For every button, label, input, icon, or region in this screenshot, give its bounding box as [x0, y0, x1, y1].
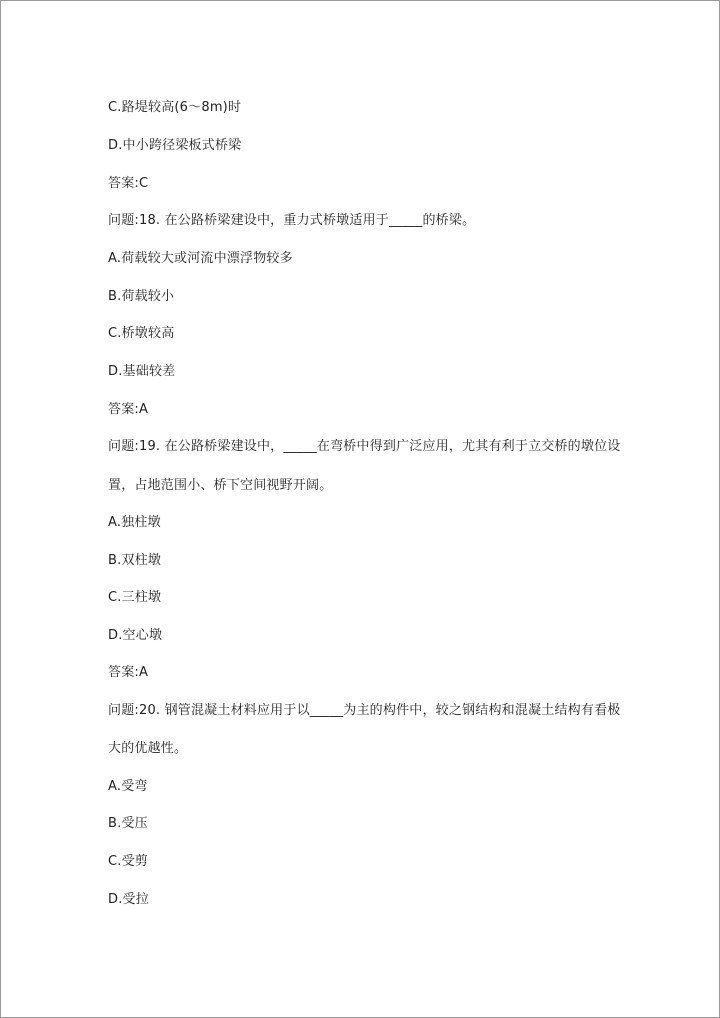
- option-d-q17: D.中小跨径梁板式桥梁: [108, 138, 242, 153]
- answer-q18: 答案:A: [108, 402, 149, 417]
- question-19: 问题:19. 在公路桥梁建设中，_____在弯桥中得到广泛应用，尤其有利于立交桥的墩位设: [108, 439, 621, 454]
- option-a-q18: A.荷载较大或河流中漂浮物较多: [108, 251, 293, 266]
- answer-q19: 答案:A: [108, 665, 149, 680]
- option-a-q19: A.独柱墩: [108, 515, 161, 530]
- option-c-q19: C.三柱墩: [108, 590, 162, 605]
- option-c-q18: C.桥墩较高: [108, 326, 175, 341]
- option-d-q20: D.受拉: [108, 892, 149, 907]
- question-20-cont: 大的优越性。: [108, 741, 188, 756]
- option-b-q19: B.双柱墩: [108, 553, 162, 568]
- question-20: 问题:20. 钢管混凝土材料应用于以_____为主的构件中，较之钢结构和混凝土结构有看极: [108, 703, 621, 718]
- option-c-q20: C.受剪: [108, 854, 149, 869]
- option-b-q20: B.受压: [108, 816, 148, 831]
- answer-q17: 答案:C: [108, 176, 149, 191]
- question-19-cont: 置，占地范围小、桥下空间视野开阔。: [108, 478, 333, 493]
- option-d-q19: D.空心墩: [108, 628, 163, 643]
- option-b-q18: B.荷载较小: [108, 289, 175, 304]
- option-c-q17: C.路堤较高(6～8m)时: [108, 100, 242, 115]
- option-d-q18: D.基础较差: [108, 364, 176, 379]
- option-a-q20: A.受弯: [108, 779, 148, 794]
- question-18: 问题:18. 在公路桥梁建设中，重力式桥墩适用于_____的桥梁。: [108, 213, 476, 228]
